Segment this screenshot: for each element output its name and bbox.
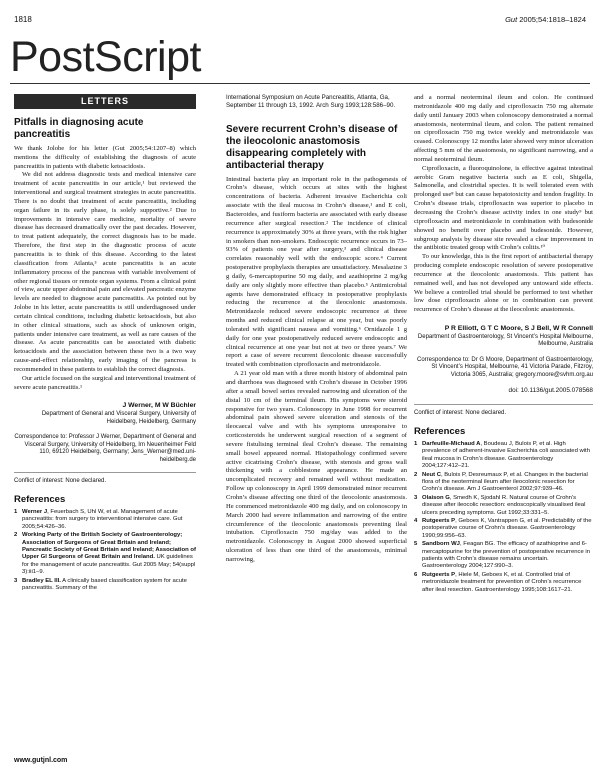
column-2 (226, 94, 407, 565)
reference-item: 4 Rutgeerts P, Geboes K, Vantrappen G, et al. Predictability of the postoperative course of Crohn’s disease. Gastroenterology 1990;99:956–63. (414, 518, 592, 539)
reference-item: 3 Olaison G, Smedh K, Sjodahl R. Natural course of Crohn’s disease after ileocolic resection: endoscopically visualised ileal ulcers preceding symptoms. Gut 1992;33:331–5. (414, 494, 586, 516)
reference-item: 5 Sandborn WJ, Feagan BG. The efficacy of azathioprine and 6-mercaptopurine for the prevention of postoperative recurrence in patients with Crohn’s disease remains uncertain. Gastroenterology 2004;127:990–3. (414, 541, 590, 570)
section-title: PostScript (10, 33, 201, 81)
reference-item: 1 Darfeuille-Michaud A, Boudeau J, Bulois P, et al. High prevalence of adherent-invasive Escherichia coli associated with ileal mucosa in Crohn’s disease. Gastroenterology 2004;127:412–21. (414, 440, 590, 470)
letter1-paragraph: We thank Jolobe for his letter (Gut 2005;54:1207–8) which mentions the difficulty of establishing the diagnosis of acute pancreatitis in patients with diabetic ketoacidosis. (14, 144, 196, 170)
letter2-reference-list (414, 441, 593, 594)
letter1-affiliation: Department of General and Visceral Surgery, University of Heidelberg, Heidelberg, Germany (41, 411, 196, 425)
letters-banner: LETTERS (14, 94, 196, 109)
reference-item: 6 Rutgeerts P, Hiele M, Geboes K, et al. Controlled trial of metronidazole treatment for prevention of Crohn’s recurrence after ileal resection. Gastroenterology 1995;108:1617–21. (414, 571, 582, 593)
journal-name: Gut (505, 15, 518, 24)
page-header (0, 0, 600, 28)
letter2-affiliation: Department of Gastroenterology, St Vincent’s Hospital Melbourne, Melbourne, Australia (417, 333, 593, 348)
page-number: 1818 (14, 15, 32, 24)
letter2-paragraph: and a normal neoterminal ileum and colon. He continued metronidazole 400 mg daily and ciprofloxacin 750 mg alternate daily until January 2003 when colonoscopy demonstrated a normal anastomosis, neoterminal ileum, and colon. The patient remained on ciprofloxacin 750 mg twice weekly and metronidazole was ceased. Colonoscopy 12 months later showed very minor ulceration affecting 5 mm of the anastomosis, no significant narrowing, and a normal neoterminal ileum. (414, 94, 593, 163)
letter1-title: Pitfalls in diagnosing acute pancreatitis (14, 116, 144, 140)
letter2-paragraph: Ciprofloxacin, a fluoroquinolone, is effective against intestinal aerobic Gram negative bacteria such as E coli, Shigella, Salmonella, and clostridial species. It is well tolerated even with prolonged use⁸ but can cause hepatotoxicity and tendon fragility. In Crohn’s disease trials, ciprofloxacin was superior to placebo in decreasing the Crohn’s disease activity index in one study⁹ but ciprofloxacin and metronidazole in combination with budesonide showed no benefit over placebo and budesonide. However, subgroup analysis by disease site revealed a clear improvement in the antibiotic treated group with Crohn’s colitis.¹⁰ (414, 164, 593, 252)
reference-item: 2 Working Party of the British Society of Gastroenterology; Association of Surgeons of Great Britain and Ireland; Pancreatic Society of Great Britain and Ireland; Association of Upper GI Surgeons of Great Britain and Ireland. UK guidelines for the management of acute pancreatitis. Gut 2005 May; 54(suppl 3):iii1–9. (14, 532, 196, 576)
reference-item: 3 Bradley EL III. A clinically based classification system for acute pancreatitis. Summary of the (14, 577, 187, 592)
letter2-paragraph: A 21 year old man with a three month history of abdominal pain and diarrhoea was diagnosed with Crohn’s disease in October 1996 after a small bowel series revealed narrowing and ulceration of the distal 10 cm of the terminal ileum. His symptoms were steroid responsive for two years. Colonoscopy in June 1998 for recurrent abdominal pain showed severe ulceration and stenosis of the ileocaecal valve and with his symptoms unresponsive to corticosteroids he underwent surgical resection of a segment of severe fistulising terminal ileal Crohn’s disease. The remaining small bowel appeared normal. Histopathology confirmed severe active cicatrising Crohn’s disease, with stenosis and gross wall thickening with a cobblestone appearance. He made an uncomplicated recovery and remained well without medication. Follow up colonoscopy in April 1999 demonstrated minor recurrent Crohn’s disease affecting one third of the ileocolonic anastomosis. He commenced metronidazole 400 mg daily, and on colonoscopy in March 2000 had severe inflammation and narrowing of the entire circumference of the ileocolonic anastomosis preventing ileal intubation. Ciprofloxacin 750 mg/day was added to the metronidazole. Colonoscopy in August 2000 showed superficial ulceration of less than one third of the anastomosis, minimal narrowing, (226, 370, 407, 563)
letter2-conflict: Conflict of interest: None declared. (414, 404, 593, 418)
masthead (10, 31, 590, 84)
letter1-paragraph: Our article focused on the surgical and interventional treatment of severe acute pancreatitis.¹ (14, 374, 197, 391)
letter1-paragraph: We did not address diagnostic tests and medical intensive care treatment of acute pancreatitis in our article,¹ but reviewed the interventional and surgical treatment strategies in acute pancreatitis. There is no doubt that treatment of acute pancreatitis, including organ failure in its early phase, is solely supportive.² Due to improvements in intensive care medicine, mortality of severe disease has decreased dramatically over the past decades. However, to treat patient adequately, the correct diagnosis has to be made. Therefore, the first step in the diagnostic process of acute pancreatitis is to think of this disease. According to the latest classification from Atlanta,³ acute pancreatitis is an acute inflammatory process of the pancreas with variable involvement of other regional tissues or remote organ systems. From a clinical point of view, acute upper abdominal pain and elevated pancreatic enzyme levels are needed to diagnose acute pancreatitis. As pointed out by Jolobe in his letter, acute pancreatitis is still underdiagnosed under certain clinical conditions, including diabetic ketoacidosis, but also in other clinical situations, such as shock of unknown origin, patients under intensive care treatment, as well as rare causes of the disease. As acute pancreatitis can be associated with diabetic ketoacidosis and the association between these two is a two way cause-and-effect relationship, early imaging of the pancreas is recommended in these patients to establish the correct diagnosis. (14, 171, 196, 373)
journal-citation (505, 15, 586, 24)
reference-continuation: International Symposium on Acute Pancreatitis, Atlanta, Ga, September 11 through 13, 1992. Arch Surg 1993;128:586–90. (226, 94, 396, 109)
letter1-authors: J Werner, M W Büchler (122, 402, 196, 410)
letter2-references-heading: References (414, 426, 466, 438)
journal-volume-pages: 2005;54:1818–1824 (519, 15, 586, 24)
letter1-reference-list (14, 509, 196, 592)
letter2-paragraph: Intestinal bacteria play an important role in the pathogenesis of Crohn’s disease, which occurs at sites with the highest concentrations of bacteria. Adherent invasive Escherichia coli associate with the ileal mucosa in Crohn’s disease,¹ and E coli, Bacteroides, and fusiform bacteria are associated with early disease recurrence after surgical resection.² The incidence of clinical recurrence is approximately 30% at three years, with the risk higher in smokers than non-smokers. Endoscopic recurrence occurs in 73–93% of patients one year after surgery,³ and clinical disease correlates reasonably well with the endoscopic score.⁴ Current postoperative prophylaxis therapies are unsatisfactory. Mesalazine 3 g daily, 6-mercaptopurine 50 mg daily, and azathioprine 2 mg/kg daily are only slightly more effective than placebo.⁵ Antimicrobial agents have demonstrated efficacy in postoperative prophylaxis reducing the recurrence at the ileocolonic anastomosis. Metronidazole reduced severe endoscopic recurrence at three months and reduced clinical relapse at one year, but was poorly tolerated with significant nausea and vomiting.⁶ Ornidazole 1 g daily for one year postoperatively reduced severe endoscopic and clinical recurrence at one year but not at two or three years.⁷ We report a case of severe recurrent ileocolonic disease successfully treated with combination ciprofloxacin and metronidazole. (226, 175, 407, 369)
letter2-authors: P R Elliott, G T C Moore, S J Bell, W R Connell (444, 325, 593, 333)
letter1-references-heading: References (14, 494, 66, 506)
footer-url[interactable]: www.gutjnl.com (14, 757, 68, 764)
reference-item: 2 Neut C, Bulois P, Desreumaux P, et al. Changes in the bacterial flora of the neoterminal ileum after ileocolonic resection for Crohn’s disease. Am J Gastroenterol 2002;97:939–46. (414, 471, 588, 493)
letter2-paragraph: To our knowledge, this is the first report of antibacterial therapy producing complete endoscopic resolution of severe postoperative recurrence at the ileocolonic anastomosis. This patient has remained well, and has not developed any untoward side effects. We believe a controlled trial should be performed to test whether low dose ciprofloxacin alone or in combination can prevent recurrence of Crohn’s disease at the ileocolonic anastomosis. (414, 253, 593, 314)
letter2-correspondence: Correspondence to: Dr G Moore, Department of Gastroenterology, St Vincent’s Hospital, Melbourne, 41 Victoria Parade, Fitzroy, Victoria 3065, Australia; gregory.moore@svhm.org.au (417, 356, 593, 378)
reference-item: 1 Werner J, Feuerbach S, Uhl W, et al. Management of acute pancreatitis: from surgery to interventional intensive care. Gut 2005;54:426–36. (14, 509, 183, 530)
letter1-conflict: Conflict of interest: None declared. (14, 472, 196, 486)
column-1 (14, 94, 196, 593)
letter1-correspondence: Correspondence to: Professor J Werner, Department of General and Visceral Surgery, University of Heidelberg, Im Neuenheimer Feld 110, 69120 Heidelberg, Germany; Jens_Werner@med.uni-heidelberg.de (14, 434, 196, 463)
column-3 (414, 94, 593, 595)
letter2-title: Severe recurrent Crohn’s disease of the ileocolonic anastomosis disappearing completely with antibacterial therapy (226, 123, 398, 171)
letter2-doi: doi: 10.1136/gut.2005.078568 (508, 387, 593, 395)
